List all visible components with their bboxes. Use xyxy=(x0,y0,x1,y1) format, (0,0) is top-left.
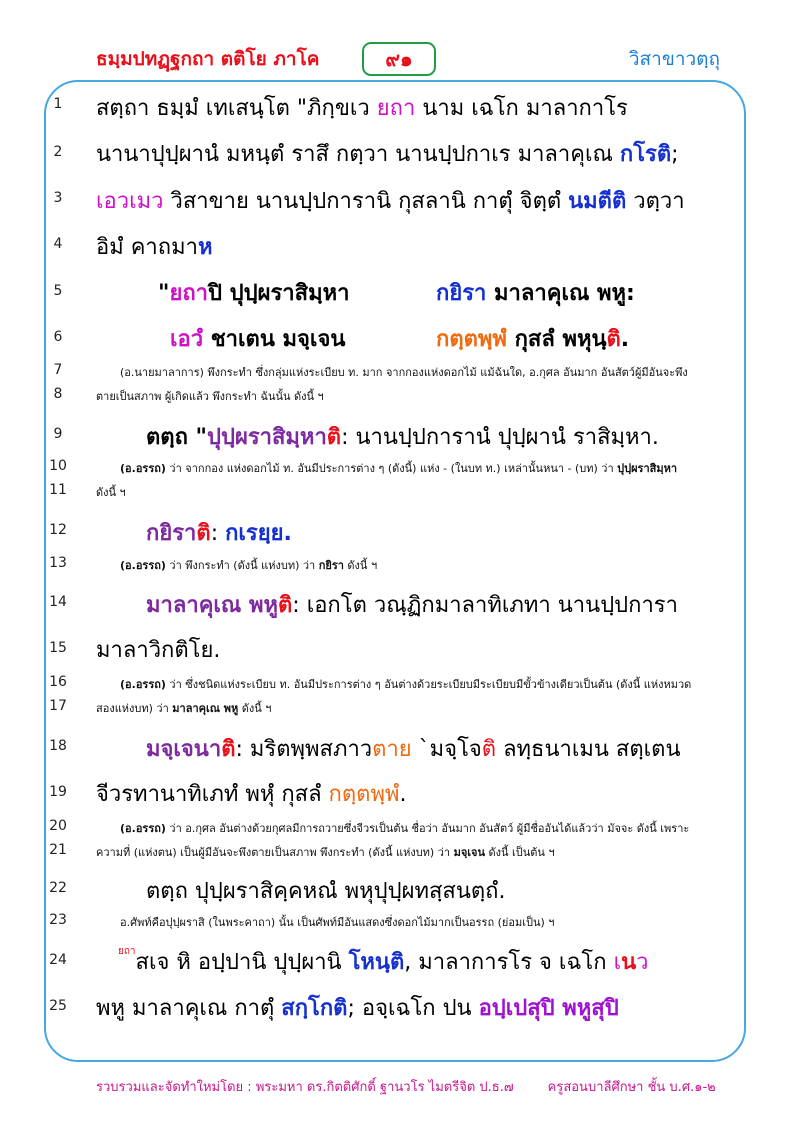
text-segment: มจฺเจน xyxy=(453,846,485,859)
text-segment: ว่า อ.กุศล อันต่างด้วยกุศลมีการถวายซึ่งจีวรเป็นต้น ชื่อว่า อันมาก อันสัตว์ ผู้มีชื่ออันได้แล้วว่า มัจจะ ดังนี้ เพราะ xyxy=(165,822,690,835)
line-number: 7 xyxy=(53,362,63,378)
pali-line xyxy=(146,515,292,550)
text-segment: ว่า พึงกระทำ (ดังนี้ แห่งบท) ว่า xyxy=(165,559,319,572)
text-segment: มจฺเจนา xyxy=(146,737,222,762)
text-segment: . xyxy=(620,327,630,352)
text-segment: สตฺถา ธมฺมํ เทเสนฺโต "ภิกฺขเว xyxy=(96,96,377,121)
text-segment: ; xyxy=(671,142,679,167)
line-number: 16 xyxy=(49,674,67,690)
text-segment: , มาลาการโร จ เฉโก xyxy=(404,950,614,975)
text-segment: กเรยฺย. xyxy=(225,521,292,546)
line-number: 20 xyxy=(49,818,67,834)
line-number: 1 xyxy=(53,96,63,112)
text-segment: กยิรา xyxy=(318,559,344,572)
translation-note xyxy=(120,556,377,574)
translation-note: อ.ศัพท์คือปุปฺผราสิ (ในพระคาถา) นั้น เป็นศัพท์มีอันแสดงซึ่งดอกไม้มากเป็นอรรถ (ย่อมเป็น) ฯ xyxy=(120,916,555,929)
text-segment: ตาย xyxy=(372,737,412,762)
text-segment: : xyxy=(210,521,226,546)
text-segment: ห xyxy=(197,235,213,260)
text-segment: สกฺโกติ xyxy=(281,996,348,1021)
text-segment: ; อจฺเฉโก ปน xyxy=(347,996,479,1021)
text-segment: ว่า ซึ่งชนิดแห่งระเบียบ ท. อันมีประการต่าง ๆ อันต่างด้วยระเบียบมีระเบียบมีขั้วข้างเดียวเป็นต้น (ดังนี้ แห่งหมวด xyxy=(165,678,692,691)
line-number: 2 xyxy=(53,144,63,160)
text-segment: . xyxy=(399,782,407,807)
text-segment: ว่า จากกอง แห่งดอกไม้ ท. อันมีประการต่าง ๆ (ดังนี้) แห่ง - (ในบท ท.) เหล่านั้นหนา - (บท) ว่า xyxy=(165,462,618,475)
text-segment: (อ.อรรถ) xyxy=(120,462,166,475)
text-segment: กยิรา xyxy=(436,281,487,306)
pali-line xyxy=(96,990,619,1025)
pali-line: ตตฺถ ปุปฺผราสิคฺคหณํ พหุปุปฺผทสฺสนตฺถํ. xyxy=(146,879,506,904)
line-number: 6 xyxy=(53,329,63,345)
line-number: 25 xyxy=(49,998,67,1014)
line-number: 23 xyxy=(49,912,67,928)
text-segment: ติ xyxy=(606,327,621,352)
line-number: 17 xyxy=(49,698,67,714)
pali-line: มาลาวิกติโย. xyxy=(96,638,221,663)
text-segment: ตตฺถ " xyxy=(146,425,208,450)
pali-line xyxy=(96,229,212,264)
text-segment: : นานปฺปการานํ ปุปฺผานํ ราสิมฺหา. xyxy=(341,425,659,450)
translation-note xyxy=(96,843,555,861)
footer-course: ครูสอนบาลีศึกษา ชั้น บ.ศ.๑-๒ xyxy=(547,1080,716,1095)
pali-line xyxy=(146,587,678,622)
text-segment: ว xyxy=(636,950,649,975)
text-segment: ยถา xyxy=(169,281,209,306)
line-number: 13 xyxy=(49,555,67,571)
text-segment: : มริตพฺพสภาว xyxy=(235,737,373,762)
text-segment: ยถา xyxy=(376,96,416,121)
line-number: 8 xyxy=(53,386,63,402)
text-segment: เอวํ xyxy=(170,327,204,352)
text-segment: (อ.อรรถ) xyxy=(120,678,166,691)
line-number: 14 xyxy=(49,594,67,610)
line-number: 15 xyxy=(49,640,67,656)
text-segment: ดังนี้ ฯ xyxy=(343,559,378,572)
text-segment: พหู มาลาคุเณ กาตุํ xyxy=(96,996,282,1021)
verse-line xyxy=(436,275,635,310)
text-segment: กุสลํ พหุนฺ xyxy=(506,327,607,352)
translation-note: (อ.นายมาลาการ) พึงกระทำ ซึ่งกลุ่มแห่งระเบียบ ท. มาก จากกองแห่งดอกไม้ แม้ฉันใด, อ.กุศล อันมาก อันสัตว์ผู้มีอันจะพึง xyxy=(120,366,688,379)
text-segment: นานาปุปฺผานํ มหนฺตํ ราสึ กตฺวา นานปฺปกาเร มาลาคุเณ xyxy=(96,142,620,167)
text-segment: ดังนี้ เป็นต้น ฯ xyxy=(485,846,555,859)
text-segment: อิมํ คาถมา xyxy=(96,235,198,260)
text-segment: กตฺตพฺพํ xyxy=(328,782,400,807)
text-segment: สเจ หิ อปฺปานิ ปุปฺผานิ xyxy=(135,950,349,975)
line-number: 10 xyxy=(49,458,67,474)
text-segment: น xyxy=(621,950,637,975)
text-segment: จีวรทานาทิเภทํ พหุํ กุสลํ xyxy=(96,782,329,807)
text-segment: ติ xyxy=(481,737,497,762)
text-segment: ปุปฺผราสิมฺหา xyxy=(207,425,327,450)
text-segment: ปิ ปุปฺผราสิมฺหา xyxy=(208,281,350,306)
translation-note xyxy=(120,459,677,477)
text-segment: อปฺเปสุปิ พหูสุปิ xyxy=(478,996,619,1021)
line-number: 24 xyxy=(49,952,67,968)
text-segment: ติ xyxy=(326,425,342,450)
pali-line xyxy=(146,419,659,454)
translation-note xyxy=(120,675,691,693)
translation-note: ดังนี้ ฯ xyxy=(96,486,126,499)
page-footer xyxy=(96,1076,716,1097)
header-title-left: ธมฺมปทฏฺฐกถา ตติโย ภาโค xyxy=(96,48,320,70)
line-number: 11 xyxy=(49,482,67,498)
line-number: 18 xyxy=(49,738,67,754)
text-segment: ดังนี้ ฯ xyxy=(238,702,272,715)
translation-note xyxy=(96,699,272,717)
superscript-marker: ยถา xyxy=(118,946,136,957)
header-title-right: วิสาขาวตฺถุ xyxy=(628,48,720,70)
pali-line xyxy=(118,944,649,979)
text-segment: (อ.อรรถ) xyxy=(120,822,166,835)
verse-line xyxy=(158,275,349,310)
line-number: 4 xyxy=(53,236,63,252)
text-segment: กยิรา xyxy=(146,521,197,546)
text-segment: นาม เฉโก มาลากาโร xyxy=(415,96,628,121)
pali-line xyxy=(96,776,406,811)
verse-line xyxy=(170,321,345,356)
text-segment: : เอกโต วณฺฏิกมาลาทิเภทา นานปฺปการา xyxy=(292,593,678,618)
footer-compiler: รวบรวมและจัดทำใหม่โดย : พระมหา ดร.กิตติศักดิ์ ฐานวโร ไมตรีจิต ป.ธ.๗ xyxy=(96,1080,514,1095)
text-segment: ความที่ (แห่งตน) เป็นผู้มีอันจะพึงตายเป็นสภาพ พึงกระทำ (ดังนี้ แห่งบท) ว่า xyxy=(96,846,454,859)
text-segment: ติ xyxy=(278,593,293,618)
line-number: 12 xyxy=(49,522,67,538)
text-segment: วตฺวา xyxy=(626,189,685,214)
line-number: 19 xyxy=(49,784,67,800)
text-segment: มาลาคุเณ พหู xyxy=(172,702,239,715)
pali-line xyxy=(96,90,628,125)
line-number: 3 xyxy=(53,190,63,206)
pali-line xyxy=(146,731,681,766)
line-number: 21 xyxy=(49,842,67,858)
translation-note: ตายเป็นสภาพ ผู้เกิดแล้ว พึงกระทำ ฉันนั้น ดังนี้ ฯ xyxy=(96,390,324,403)
pali-line xyxy=(96,183,685,218)
text-segment: กตฺตพฺพํ xyxy=(436,327,507,352)
text-segment: มาลาคุเณ พหู xyxy=(146,593,278,618)
translation-note xyxy=(120,819,689,837)
text-segment: กโรติ xyxy=(619,142,672,167)
page-number-badge: ๙๑ xyxy=(362,42,436,76)
text-segment: " xyxy=(158,281,170,306)
text-segment: ติ xyxy=(196,521,211,546)
pali-line xyxy=(96,136,679,171)
text-segment: นมตีติ xyxy=(568,189,627,214)
text-segment: `มจฺโจ xyxy=(411,737,482,762)
text-segment: ติ xyxy=(221,737,236,762)
text-segment: ชาเตน มจฺเจน xyxy=(203,327,346,352)
text-segment: มาลาคุเณ พหู: xyxy=(486,281,635,306)
line-number: 5 xyxy=(53,283,63,299)
text-segment: วิสาขาย นานปฺปการานิ กุสลานิ กาตุํ จิตฺตํ xyxy=(163,189,569,214)
verse-line xyxy=(436,321,629,356)
text-segment: โหนฺติ xyxy=(348,950,405,975)
text-segment: สองแห่งบท) ว่า xyxy=(96,702,173,715)
text-segment: ลทฺธนาเมน สตฺเตน xyxy=(496,737,681,762)
line-number: 9 xyxy=(53,426,63,442)
text-segment: (อ.อรรถ) xyxy=(120,559,166,572)
text-segment: เอวเมว xyxy=(96,189,164,214)
text-segment: ปุปฺผราสิมฺหา xyxy=(617,462,678,475)
text-segment: เ xyxy=(613,950,622,975)
line-number: 22 xyxy=(49,880,67,896)
